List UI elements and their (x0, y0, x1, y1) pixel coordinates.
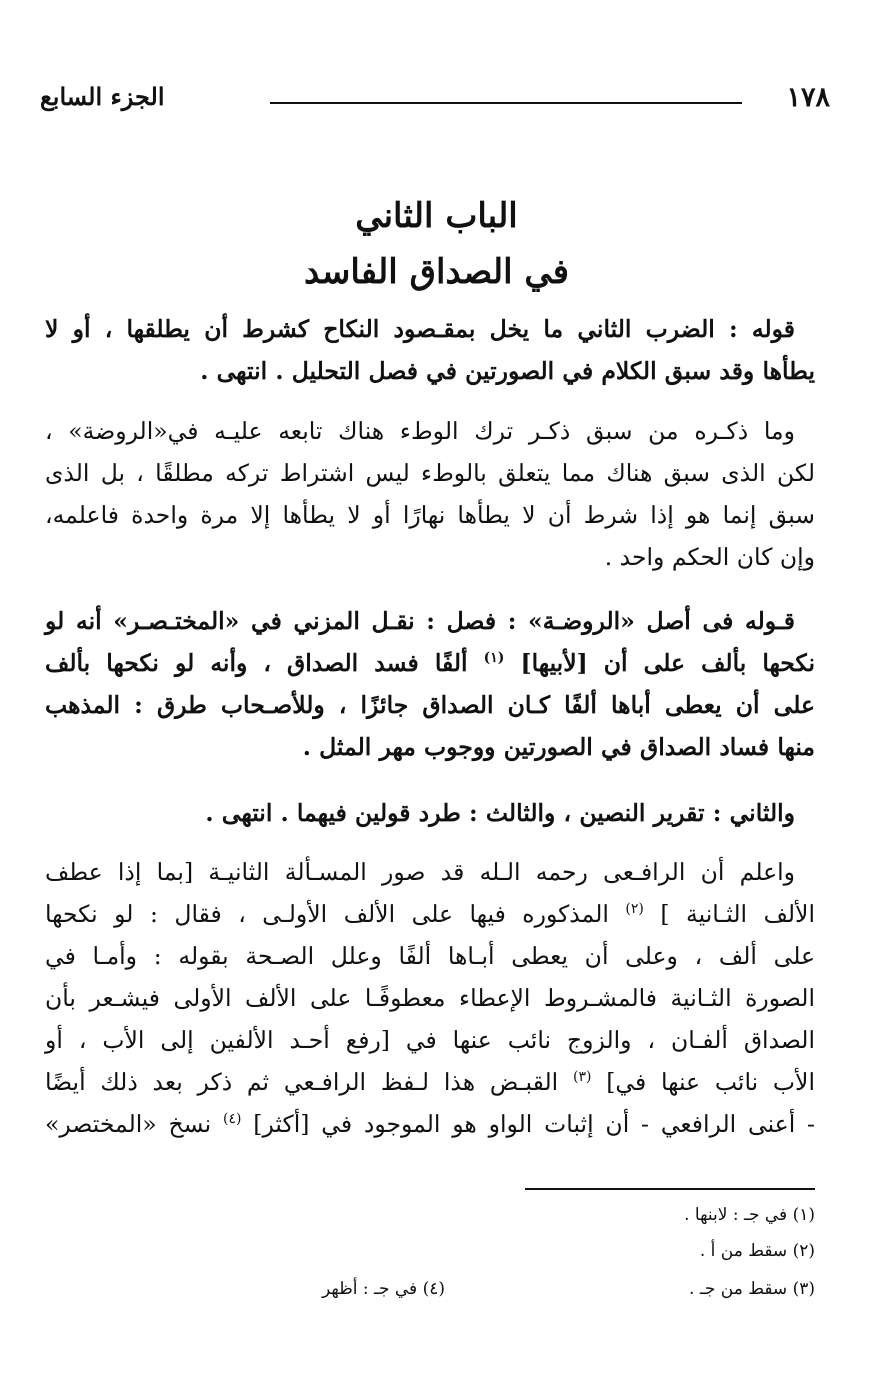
page-number: ١٧٨ (786, 82, 830, 113)
chapter-title: الباب الثاني (355, 196, 518, 236)
text-segment: ألفًا فسد الصداق ، وأنه لو نكحها بألف (45, 649, 468, 677)
footnote-ref[interactable]: (٢) (625, 901, 644, 918)
paragraph-commentary-2 (45, 851, 815, 1145)
text-segment: المذكوره فيها على الألف الأولـى ، فقال : لو نكحها (45, 900, 609, 928)
paragraph-quote-1 (45, 308, 815, 392)
text-line: وإن كان الحكم واحد . (604, 543, 815, 571)
text-line: على أن يعطى أباها ألفًا كـان الصداق جائزًا ، وللأصـحاب طرق : المذهب (45, 691, 815, 719)
footnote-ref[interactable]: (١) (483, 650, 505, 667)
text-line: سبق إنما هو إذا شرط أن لا يطأها نهارًا أو لا يطأها إلا مرة واحدة فاعلمه، (45, 501, 815, 529)
paragraph-quote-3 (45, 792, 815, 834)
header-rule (270, 102, 742, 104)
text-line: قـوله فى أصل «الروضـة» : فصل : نقـل المزني في «المختـصـر» أنه لو (45, 607, 795, 635)
text-segment: - أعنى الرافعي - أن إثبات الواو هو الموجود في [أكثر] (253, 1110, 815, 1138)
text-segment: نسخ «المختصر» (45, 1110, 212, 1138)
text-line: وما ذكـره من سبق ذكـر ترك الوطء هناك تابعه عليـه في«الروضة» ، (45, 417, 795, 445)
paragraph-quote-2 (45, 600, 815, 768)
text-segment: نكحها بألف على أن [لأبيها] (520, 649, 815, 677)
text-line: على ألف ، وعلى أن يعطى أبـاها ألفًا وعلل الصـحة بقوله : وأمـا في (45, 942, 815, 970)
footnote-ref[interactable]: (٣) (572, 1069, 592, 1086)
text-line (45, 642, 815, 684)
text-line: الصورة الثـانية فالمشـروط الإعطاء معطوفًـا على الألف الأولى فيشـعر بأن (45, 984, 815, 1012)
running-head (40, 82, 830, 122)
text-segment: القبـض هذا لـفظ الرافـعي ثم ذكر بعد ذلك أيضًا (45, 1068, 559, 1096)
text-segment: الأب نائب عنها في] (606, 1068, 815, 1096)
footnote-rule (525, 1188, 815, 1190)
footnote-3: (٣) سقط من جـ . (689, 1279, 815, 1299)
volume-title: الجزء السابع (40, 82, 165, 111)
text-line: الصداق ألفـان ، والزوج نائب عنها في [رفع أحـد الألفين إلى الأب ، أو (45, 1026, 815, 1054)
text-segment: الألف الثـانية ] (660, 900, 815, 928)
text-line (45, 1061, 815, 1103)
text-line: يطأها وقد سبق الكلام في الصورتين في فصل التحليل . انتهى . (200, 357, 815, 385)
text-line: والثاني : تقرير النصين ، والثالث : طرد قولين فيهما . انتهى . (205, 799, 795, 827)
footnote-4: (٤) في جـ : أظهر (321, 1279, 445, 1299)
text-line: قوله : الضرب الثاني ما يخل بمقـصود النكاح كشرط أن يطلقها ، أو لا (45, 315, 795, 343)
text-line: واعلم أن الرافـعى رحمه الـله قد صور المسـألة الثانيـة [بما إذا عطف (45, 858, 795, 886)
text-line (45, 893, 815, 935)
chapter-subtitle: في الصداق الفاسد (304, 252, 569, 292)
paragraph-commentary-1 (45, 410, 815, 578)
footnote-2: (٢) سقط من أ . (699, 1241, 815, 1261)
text-line (45, 1103, 815, 1145)
text-line: لكن الذى سبق هناك مما يتعلق بالوطء ليس اشتراط تركه مطلقًا ، بل الذى (45, 459, 815, 487)
footnote-ref[interactable]: (٤) (222, 1111, 242, 1128)
text-line: منها فساد الصداق في الصورتين ووجوب مهر المثل . (302, 733, 815, 761)
footnote-1: (١) في جـ : لابنها . (684, 1205, 815, 1225)
